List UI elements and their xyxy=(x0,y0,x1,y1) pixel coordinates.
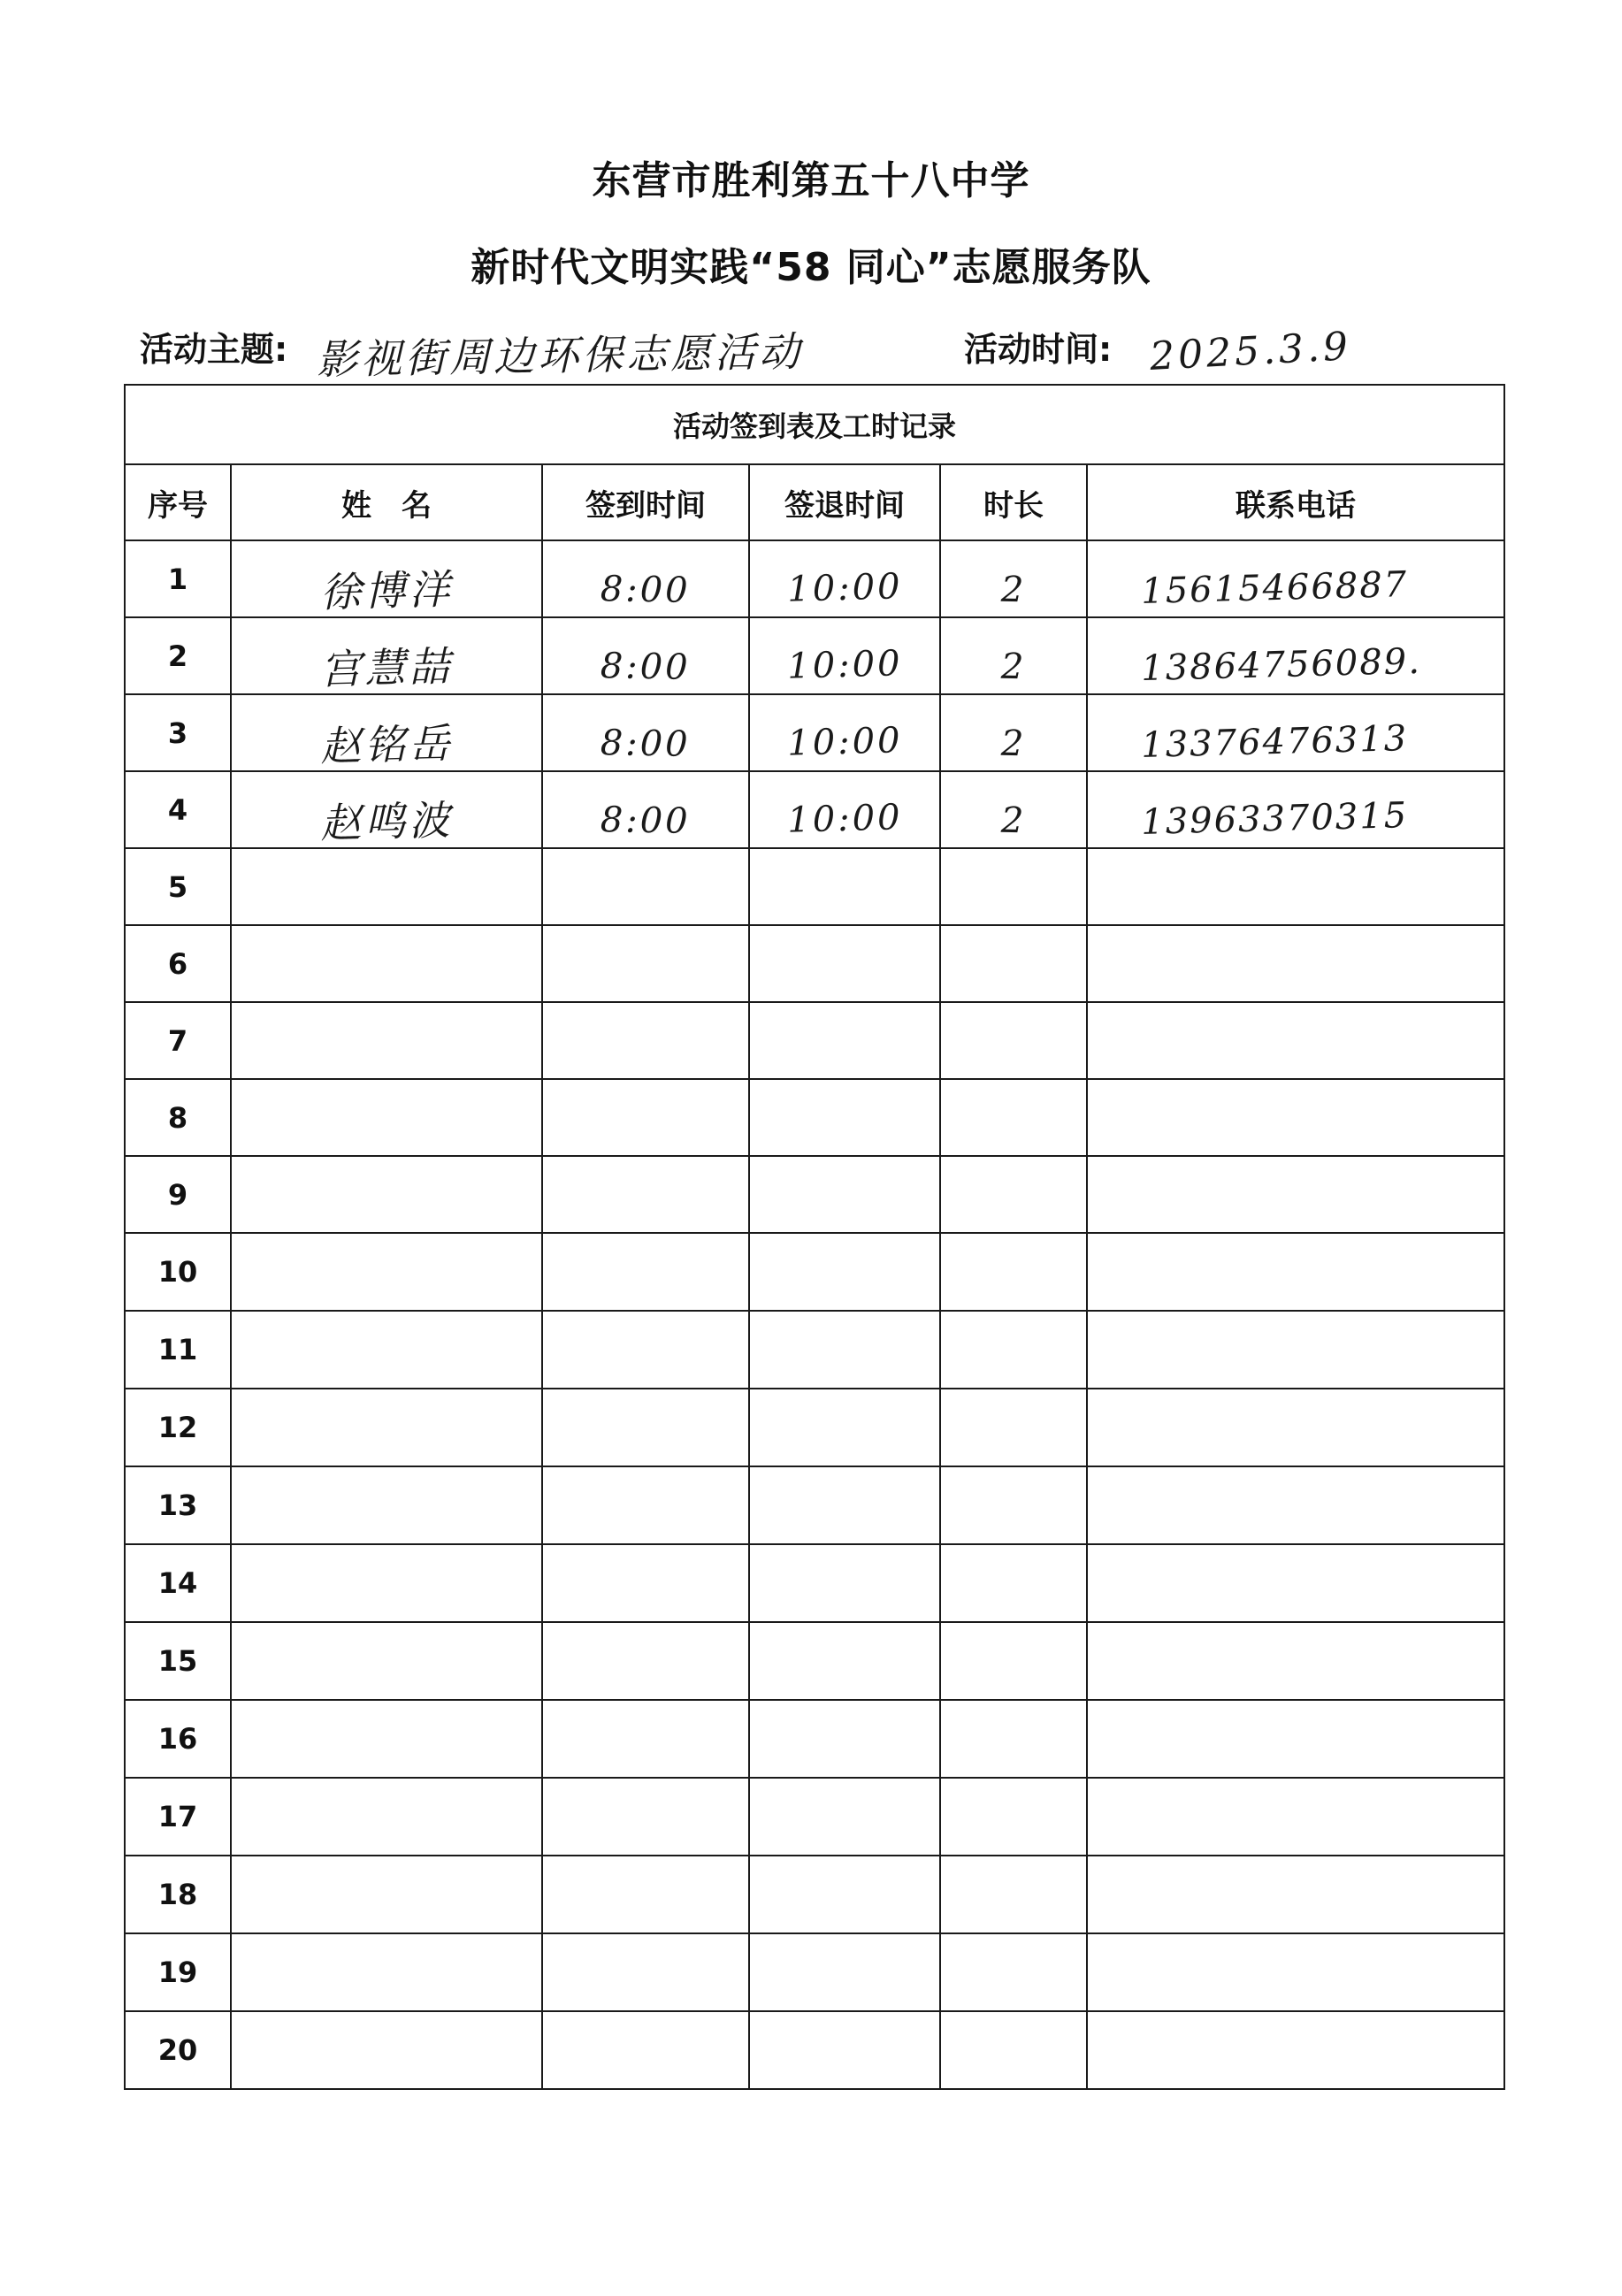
sign-in-time xyxy=(542,1778,749,1856)
table-caption: 活动签到表及工时记录 xyxy=(125,385,1504,464)
table-row xyxy=(125,1466,1504,1544)
time-label: 活动时间: xyxy=(964,330,1113,369)
column-header-no: 序号 xyxy=(125,464,231,540)
sign-in-time xyxy=(542,1622,749,1700)
duration-hours-text: 2 xyxy=(1000,723,1027,764)
sign-out-time xyxy=(749,848,940,925)
table-row xyxy=(125,1233,1504,1311)
sign-in-time xyxy=(542,540,749,617)
contact-phone-text: 15615466887 xyxy=(1140,563,1409,612)
duration-hours xyxy=(940,1856,1087,1933)
row-number: 4 xyxy=(125,771,231,848)
row-number: 6 xyxy=(125,925,231,1002)
table-row xyxy=(125,1311,1504,1389)
duration-hours xyxy=(940,2011,1087,2089)
sign-in-time-text: 8:00 xyxy=(600,722,692,765)
contact-phone xyxy=(1087,771,1504,848)
sign-in-time-text: 8:00 xyxy=(600,568,692,611)
sign-out-time xyxy=(749,1856,940,1933)
column-header-name: 姓 名 xyxy=(231,464,542,540)
sign-in-time xyxy=(542,1311,749,1389)
volunteer-name xyxy=(231,2011,542,2089)
duration-hours-text: 2 xyxy=(1000,569,1027,610)
table-row xyxy=(125,771,1504,848)
sign-out-time xyxy=(749,1311,940,1389)
sign-out-time xyxy=(749,1933,940,2011)
row-number: 1 xyxy=(125,540,231,617)
contact-phone xyxy=(1087,1700,1504,1778)
volunteer-name-text: 徐博洋 xyxy=(319,564,455,616)
column-header-hours: 时长 xyxy=(940,464,1087,540)
sign-in-time-text: 8:00 xyxy=(600,799,692,842)
topic-label: 活动主题: xyxy=(140,330,288,369)
sign-out-time xyxy=(749,1700,940,1778)
volunteer-name xyxy=(231,540,542,617)
table-row xyxy=(125,1156,1504,1233)
contact-phone xyxy=(1087,1544,1504,1622)
table-row xyxy=(125,1622,1504,1700)
sign-in-time xyxy=(542,1933,749,2011)
sign-out-time xyxy=(749,1389,940,1466)
column-header-sign-out: 签退时间 xyxy=(749,464,940,540)
sign-in-time xyxy=(542,1700,749,1778)
row-number: 13 xyxy=(125,1466,231,1544)
volunteer-name-text: 赵鸣波 xyxy=(319,795,455,847)
sign-out-time xyxy=(749,1002,940,1079)
duration-hours xyxy=(940,1311,1087,1389)
volunteer-name xyxy=(231,1544,542,1622)
row-number: 17 xyxy=(125,1778,231,1856)
contact-phone xyxy=(1087,848,1504,925)
table-row xyxy=(125,1079,1504,1156)
table-row xyxy=(125,1002,1504,1079)
contact-phone xyxy=(1087,1002,1504,1079)
row-number: 2 xyxy=(125,617,231,694)
volunteer-name xyxy=(231,1622,542,1700)
contact-phone xyxy=(1087,1778,1504,1856)
column-header-phone: 联系电话 xyxy=(1087,464,1504,540)
table-row xyxy=(125,1389,1504,1466)
table-row xyxy=(125,694,1504,771)
duration-hours xyxy=(940,1156,1087,1233)
row-number: 5 xyxy=(125,848,231,925)
volunteer-name xyxy=(231,1466,542,1544)
row-number: 7 xyxy=(125,1002,231,1079)
school-title: 东营市胜利第五十八中学 xyxy=(592,158,1030,203)
sign-out-time-text: 10:00 xyxy=(786,796,903,841)
row-number: 8 xyxy=(125,1079,231,1156)
sign-out-time xyxy=(749,771,940,848)
column-header-sign-in: 签到时间 xyxy=(542,464,749,540)
sign-in-time xyxy=(542,848,749,925)
sign-out-time xyxy=(749,694,940,771)
sign-in-time xyxy=(542,617,749,694)
duration-hours-text: 2 xyxy=(1000,800,1027,841)
column-header-row xyxy=(125,464,1504,540)
contact-phone xyxy=(1087,1466,1504,1544)
row-number: 9 xyxy=(125,1156,231,1233)
contact-phone xyxy=(1087,617,1504,694)
table-row xyxy=(125,1700,1504,1778)
volunteer-name xyxy=(231,1933,542,2011)
sign-in-time xyxy=(542,1079,749,1156)
sign-out-time xyxy=(749,925,940,1002)
sign-out-time xyxy=(749,1156,940,1233)
duration-hours xyxy=(940,1466,1087,1544)
contact-phone xyxy=(1087,1389,1504,1466)
duration-hours xyxy=(940,1079,1087,1156)
time-value: 2025.3.9 xyxy=(1148,324,1353,379)
row-number: 11 xyxy=(125,1311,231,1389)
volunteer-name xyxy=(231,617,542,694)
sign-out-time xyxy=(749,1544,940,1622)
duration-hours xyxy=(940,1233,1087,1311)
sign-in-time xyxy=(542,1156,749,1233)
duration-hours xyxy=(940,771,1087,848)
sign-in-time xyxy=(542,925,749,1002)
contact-phone xyxy=(1087,1933,1504,2011)
table-row xyxy=(125,1778,1504,1856)
sign-in-time xyxy=(542,1002,749,1079)
row-number: 16 xyxy=(125,1700,231,1778)
duration-hours xyxy=(940,1544,1087,1622)
contact-phone-text: 13864756089. xyxy=(1140,640,1422,689)
volunteer-name xyxy=(231,925,542,1002)
row-number: 18 xyxy=(125,1856,231,1933)
contact-phone xyxy=(1087,1311,1504,1389)
row-number: 20 xyxy=(125,2011,231,2089)
volunteer-name-text: 赵铭岳 xyxy=(319,718,455,770)
row-number: 12 xyxy=(125,1389,231,1466)
sign-out-time xyxy=(749,617,940,694)
duration-hours xyxy=(940,1622,1087,1700)
volunteer-name xyxy=(231,1700,542,1778)
sign-out-time-text: 10:00 xyxy=(786,565,903,610)
volunteer-name xyxy=(231,1156,542,1233)
sign-in-time xyxy=(542,771,749,848)
contact-phone-text: 13376476313 xyxy=(1140,717,1409,766)
volunteer-name xyxy=(231,1389,542,1466)
sign-out-time xyxy=(749,1233,940,1311)
volunteer-name xyxy=(231,848,542,925)
sign-in-time xyxy=(542,1544,749,1622)
volunteer-name xyxy=(231,1233,542,1311)
volunteer-name-text: 宫慧喆 xyxy=(319,641,455,693)
table-row xyxy=(125,925,1504,1002)
volunteer-name xyxy=(231,1002,542,1079)
row-number: 3 xyxy=(125,694,231,771)
duration-hours xyxy=(940,1700,1087,1778)
topic-value: 影视街周边环保志愿活动 xyxy=(316,327,804,384)
volunteer-name xyxy=(231,1856,542,1933)
duration-hours xyxy=(940,1002,1087,1079)
duration-hours-text: 2 xyxy=(1000,646,1027,687)
sign-in-table xyxy=(124,384,1505,2090)
table-row xyxy=(125,617,1504,694)
contact-phone xyxy=(1087,925,1504,1002)
contact-phone xyxy=(1087,1233,1504,1311)
duration-hours xyxy=(940,925,1087,1002)
row-number: 15 xyxy=(125,1622,231,1700)
row-number: 10 xyxy=(125,1233,231,1311)
sign-in-time xyxy=(542,694,749,771)
duration-hours xyxy=(940,694,1087,771)
table-row xyxy=(125,1933,1504,2011)
duration-hours xyxy=(940,617,1087,694)
duration-hours xyxy=(940,1778,1087,1856)
volunteer-name xyxy=(231,694,542,771)
row-number: 19 xyxy=(125,1933,231,2011)
table-row xyxy=(125,1856,1504,1933)
volunteer-name xyxy=(231,1778,542,1856)
contact-phone xyxy=(1087,1622,1504,1700)
sign-out-time-text: 10:00 xyxy=(786,719,903,764)
sign-out-time xyxy=(749,1622,940,1700)
contact-phone xyxy=(1087,2011,1504,2089)
volunteer-name xyxy=(231,771,542,848)
table-row xyxy=(125,540,1504,617)
sign-out-time xyxy=(749,1778,940,1856)
sign-out-time xyxy=(749,2011,940,2089)
sign-in-time xyxy=(542,1466,749,1544)
sign-out-time xyxy=(749,1079,940,1156)
volunteer-name xyxy=(231,1079,542,1156)
sign-out-time xyxy=(749,1466,940,1544)
sign-in-time xyxy=(542,2011,749,2089)
sign-in-time-text: 8:00 xyxy=(600,645,692,688)
duration-hours xyxy=(940,848,1087,925)
contact-phone-text: 13963370315 xyxy=(1140,794,1409,843)
sign-in-time xyxy=(542,1389,749,1466)
volunteer-name xyxy=(231,1311,542,1389)
duration-hours xyxy=(940,540,1087,617)
sign-out-time xyxy=(749,540,940,617)
sign-in-time xyxy=(542,1233,749,1311)
duration-hours xyxy=(940,1933,1087,2011)
contact-phone xyxy=(1087,1079,1504,1156)
table-row xyxy=(125,1544,1504,1622)
sign-out-time-text: 10:00 xyxy=(786,642,903,687)
sign-in-time xyxy=(542,1856,749,1933)
row-number: 14 xyxy=(125,1544,231,1622)
contact-phone xyxy=(1087,1856,1504,1933)
team-title: 新时代文明实践“58 同心”志愿服务队 xyxy=(471,245,1151,290)
contact-phone xyxy=(1087,694,1504,771)
table-row xyxy=(125,848,1504,925)
duration-hours xyxy=(940,1389,1087,1466)
table-row xyxy=(125,2011,1504,2089)
contact-phone xyxy=(1087,1156,1504,1233)
contact-phone xyxy=(1087,540,1504,617)
